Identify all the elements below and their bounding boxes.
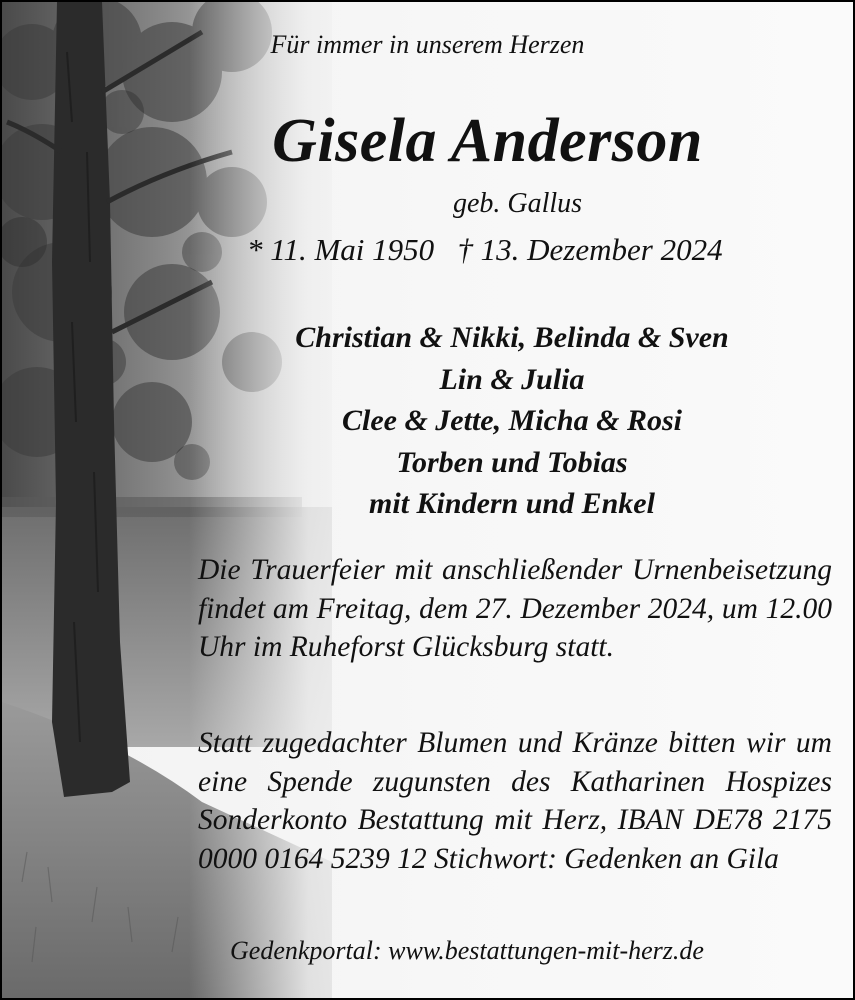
family-line: Lin & Julia: [439, 362, 585, 396]
memorial-portal-link[interactable]: Gedenkportal: www.bestattungen-mit-herz.de: [230, 936, 704, 965]
maiden-name: geb. Gallus: [452, 188, 583, 219]
family-line: mit Kindern und Enkel: [369, 487, 655, 520]
family-line: Christian & Nikki, Belinda & Sven: [295, 321, 729, 354]
death-date: † 13. Dezember 2024: [457, 232, 723, 267]
birth-date: * 11. Mai 1950: [247, 232, 435, 267]
motto-line: Für immer in unserem Herzen: [270, 30, 585, 59]
family-line: Torben und Tobias: [396, 445, 628, 479]
life-dates: [247, 232, 723, 268]
family-list: [142, 317, 855, 525]
deceased-name: Gisela Anderson: [272, 107, 703, 175]
donation-paragraph: Statt zugedachter Blumen und Kränze bitten wir um eine Spende zugunsten des Katharinen Hospizes Sonderkonto Bestattung mit Herz, IBAN DE78 2175 0000 0164 5239 12 Stichwort: Gedenken an Gila: [198, 727, 832, 875]
family-line: Clee & Jette, Micha & Rosi: [342, 404, 682, 437]
ceremony-paragraph: Die Trauerfeier mit anschließender Urnenbeisetzung findet am Freitag, dem 27. Dezember 2024, um 12.00 Uhr im Ruheforst Glücksburg statt.: [198, 554, 832, 663]
